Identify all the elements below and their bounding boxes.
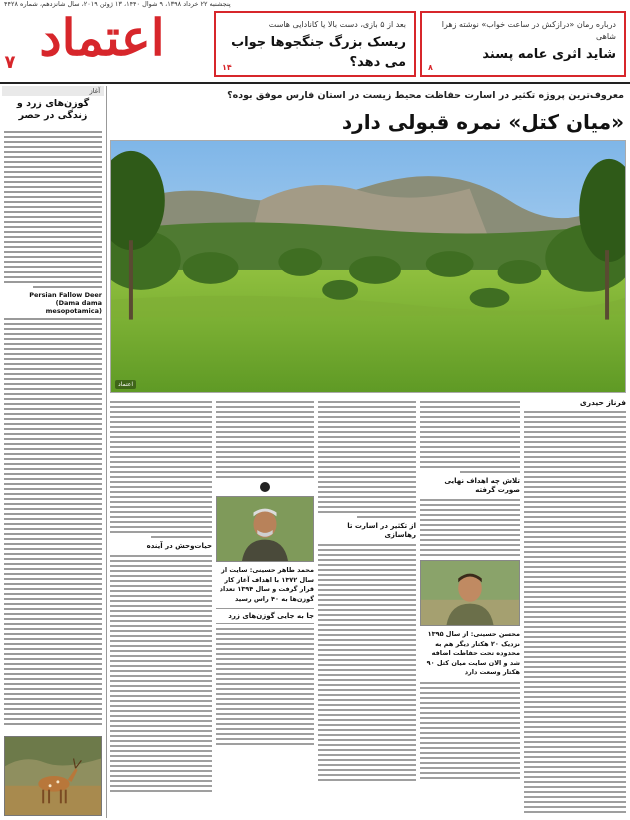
main-headline: «میان کتل» نمره قبولی دارد [341, 110, 624, 134]
article-subhead: تلاش چه اهداف نهایی صورت گرفته [444, 477, 520, 494]
column-divider [106, 86, 107, 818]
teaser-title: ریسک بزرگ جنگجوها جواب می دهد؟ [231, 35, 406, 70]
article-column-1 [524, 398, 626, 816]
teaser-kicker: درباره رمان «درازکش در ساعت خواب» نوشته زهرا شاهی [441, 20, 616, 41]
main-kicker: معروف‌ترین پروژه تکثیر در اسارت حفاظت محیط زیست در استان فارس موفق بوده؟ [227, 90, 624, 101]
article-subhead: حیات‌وحش در آینده [146, 542, 212, 550]
main-photo [110, 140, 626, 393]
teaser-title: شاید اثری عامه پسند [482, 47, 616, 62]
masthead [2, 6, 210, 78]
teaser-sports[interactable] [214, 11, 416, 77]
article-column-3 [318, 398, 416, 816]
teaser-page: ۸ [428, 63, 433, 72]
article-subhead: از تکثیر در اسارت تا رهاسازی [347, 522, 416, 539]
pull-quote: جا به جایی گوزن‌های زرد [216, 608, 314, 624]
teaser-kicker: بعد از ۵ بازی، دست بالا یا کانادایی هاست [268, 20, 406, 29]
newspaper-logo: اعتماد [39, 8, 165, 67]
section-tag: آغاز [2, 86, 104, 96]
portrait-caption: محمد طاهر حسینی: سایت از سال ۱۳۷۲ با اهداف آغاز کار قرار گرفت و سال ۱۳۹۴ تعداد گوزن‌ها به ۴۰ راس رسید [219, 566, 314, 603]
left-column [2, 86, 104, 818]
page-header [0, 0, 630, 82]
photo-credit: اعتماد [115, 380, 136, 389]
article-column-5 [110, 398, 212, 816]
byline: فرناز حیدری [579, 398, 626, 407]
teaser-page: ۱۴ [222, 63, 232, 72]
left-column-body [4, 128, 102, 728]
deer-photo [4, 736, 102, 816]
article-column-4 [216, 398, 314, 816]
portrait-mohsen [420, 560, 520, 626]
separator-dot [260, 482, 270, 492]
header-rule [0, 82, 630, 84]
teaser-book-review[interactable] [420, 11, 626, 77]
left-column-title: گوزن‌های زرد و زندگی در حصر [16, 98, 90, 121]
portrait-mohammad-taher [216, 496, 314, 562]
page-number: ۷ [4, 52, 16, 73]
dateline: پنجشنبه ۲۲ خرداد ۱۳۹۸، ۹ شوال ۱۴۴۰، ۱۳ ژوئن ۲۰۱۹، سال شانزدهم، شماره ۴۴۲۸ [4, 0, 231, 8]
left-column-subhead: Persian Fallow Deer (Dama dama mesopotamica) [29, 291, 102, 315]
portrait-caption: محسن حسینی: از سال ۱۳۹۵ نزدیک ۲۰ هکتار دیگر هم به محدوده تحت حفاظت اضافه شد و الان سایت میان کتل ۹۰ هکتار وسعت دارد [426, 630, 520, 676]
article-column-2 [420, 398, 520, 816]
